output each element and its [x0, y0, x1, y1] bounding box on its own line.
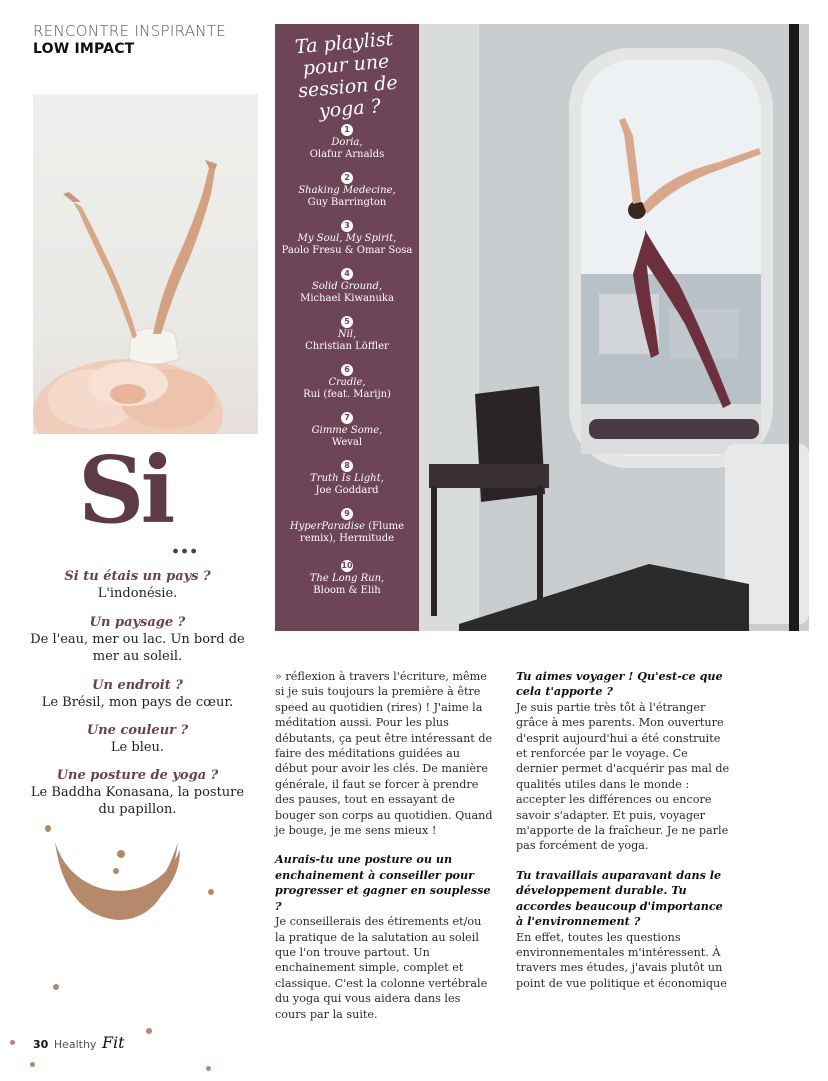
crescent-moon-decoration	[40, 820, 230, 940]
qa-question: Un endroit ?	[92, 678, 183, 693]
interview-question: Tu aimes voyager ! Qu'est-ce que cela t'apporte ?	[516, 669, 723, 699]
playlist-track: 8 Truth Is Light, Joe Goddard	[310, 461, 384, 496]
big-title-ellipsis: ...	[171, 530, 199, 560]
playlist-track: 7 Gimme Some, Weval	[311, 413, 383, 448]
legs-flower-photo	[33, 94, 258, 434]
decorative-dot	[206, 1066, 211, 1071]
interview-question: Aurais-tu une posture ou un enchainement à conseiller pour progresser et gagner en souplesse ?	[275, 852, 491, 913]
section-rubric: RENCONTRE INSPIRANTE	[33, 22, 227, 40]
section-subtitle: LOW IMPACT	[33, 41, 135, 57]
big-title-si: Si	[78, 436, 172, 544]
article-column-2	[516, 669, 732, 991]
qa-answer: L'indonésie.	[97, 586, 178, 601]
qa-question: Une couleur ?	[86, 723, 189, 738]
peony-shape	[33, 359, 223, 434]
paragraph: En effet, toutes les questions environnementales m'intéressent. À travers mes études, j'avais plutôt un point de vue politique et économique	[516, 930, 727, 990]
playlist-panel	[275, 24, 419, 631]
playlist-track: 3 My Soul, My Spirit, Paolo Fresu & Omar Sosa	[281, 221, 413, 256]
article-column-1	[275, 669, 493, 1022]
playlist-track: 9 HyperParadise (Flume remix), Hermitude	[289, 509, 405, 544]
qa-answer: Le bleu.	[110, 740, 165, 755]
decorative-dot	[146, 1028, 152, 1034]
qa-item	[30, 677, 245, 711]
playlist-track: 4 Solid Ground, Michael Kiwanuka	[300, 269, 394, 304]
paragraph: » réflexion à travers l'écriture, même si je suis toujours la première à être speed au quotidien (rires) ! J'aime la méditation aussi. Pour les plus débutants, ça peut être intéressant de faire des méditations guidées au début pour avoir les clés. De manière générale, il faut se forcer à prendre des pauses, tout en essayant de bouger son corps au quotidien. Quand je bouge, je me sens mieux !	[275, 670, 493, 838]
decorative-dot	[10, 1040, 15, 1045]
decorative-dot	[45, 826, 51, 832]
qa-answer: Le Baddha Konasana, la posture du papillon.	[30, 785, 245, 817]
qa-question: Une posture de yoga ?	[56, 768, 219, 783]
playlist-track: 2 Shaking Medecine, Guy Barrington	[298, 173, 396, 208]
qa-question: Si tu étais un pays ?	[64, 569, 211, 584]
qa-answer: Le Brésil, mon pays de cœur.	[41, 695, 234, 710]
page-folio	[33, 1033, 125, 1052]
qa-item	[30, 722, 245, 756]
brand-script: Fit	[101, 1033, 125, 1052]
decorative-dot	[53, 984, 59, 990]
paragraph: Je conseillerais des étirements et/ou la pratique de la salutation au soleil que l'on trouve partout. Un enchainement simple, complet et classique. C'est la colonne vertébrale du yoga qui vous aidera dans les cours par la suite.	[275, 915, 488, 1021]
playlist-track: 6 Cradle, Rui (feat. Marijn)	[303, 365, 391, 400]
quote-mark-icon: »	[275, 670, 282, 683]
playlist-track: 5 Nil, Christian Löffler	[305, 317, 389, 352]
qa-item	[30, 568, 245, 602]
interview-question: Tu travaillais auparavant dans le développement durable. Tu accordes beaucoup d'importance à l'environnement ?	[516, 867, 723, 929]
brand-name: Healthy	[53, 1038, 97, 1051]
playlist-track: 1 Doria, Olafur Arnalds	[309, 125, 385, 160]
yoga-window-photo	[419, 24, 809, 631]
decorative-dot	[30, 1062, 35, 1067]
qa-item	[30, 614, 245, 665]
page-number: 30	[33, 1038, 49, 1051]
playlist-track: 10 The Long Run, Bloom & Elih	[309, 561, 385, 596]
playlist-title: Ta playlist pour une session de yoga ?	[294, 27, 399, 123]
qa-answer: De l'eau, mer ou lac. Un bord de mer au soleil.	[30, 632, 245, 664]
qa-question: Un paysage ?	[89, 615, 186, 630]
qa-item	[30, 767, 245, 818]
paragraph: Je suis partie très tôt à l'étranger grâce à mes parents. Mon ouverture d'esprit aujourd'hui a été construite et renforcée par le voyage. Ce dernier permet d'acquérir pas mal de qualités utiles dans le monde : accepter les différences ou encore savoir s'adapter. Et puis, voyager m'apporte de la fraîcheur. Je ne parle pas forcément de yoga.	[516, 700, 730, 853]
